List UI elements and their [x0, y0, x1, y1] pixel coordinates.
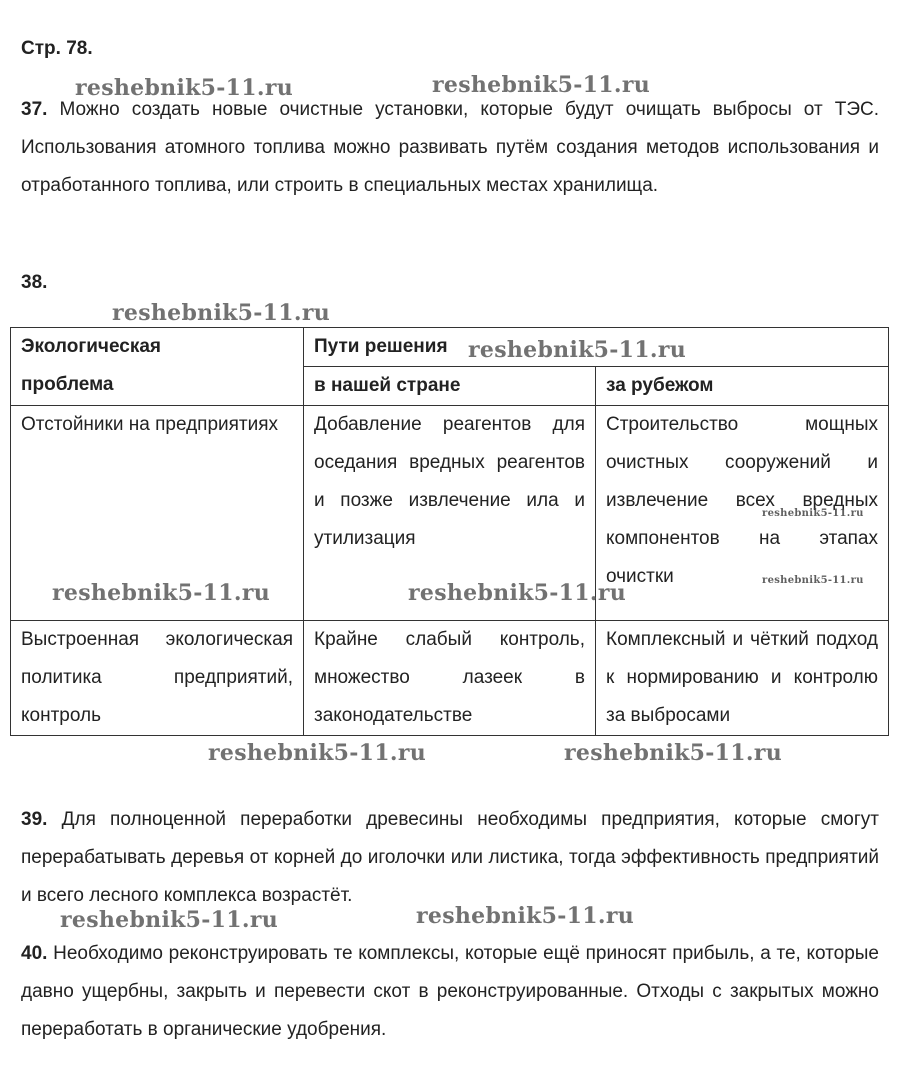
- watermark: reshebnik5-11.ru: [468, 337, 687, 363]
- watermark: reshebnik5-11.ru: [52, 580, 271, 606]
- table-row: [11, 621, 889, 736]
- header-abroad: за рубежом: [596, 367, 889, 406]
- answer-38-number: 38.: [21, 272, 48, 293]
- answer-37-number: 37.: [21, 99, 48, 120]
- watermark: reshebnik5-11.ru: [208, 740, 427, 766]
- answer-37-text: Можно создать новые очистные установки, которые будут очищать выбросы от ТЭС. Использования атомного топлива можно развивать путём создания методов использования и отработанного топлива, или строить в специальных местах хранилища.: [21, 99, 879, 196]
- table-header-row: [11, 328, 889, 367]
- row1-problem: Отстойники на предприятиях: [11, 406, 304, 621]
- header-solutions: Пути решения: [304, 328, 889, 367]
- row1-domestic: Добавление реагентов для оседания вредных реагентов и позже извлечение ила и утилизация: [304, 406, 596, 621]
- watermark: reshebnik5-11.ru: [75, 75, 294, 101]
- row2-problem: Выстроенная экологическая политика предприятий, контроль: [11, 621, 304, 736]
- page-heading: Стр. 78.: [21, 38, 93, 59]
- row1-abroad: Строительство мощных очистных сооружений и извлечение всех вредных компонентов на этапах очистки: [596, 406, 889, 621]
- watermark: reshebnik5-11.ru: [564, 740, 783, 766]
- row2-abroad: Комплексный и чёткий подход к нормированию и контролю за выбросами: [596, 621, 889, 736]
- answer-37: [21, 91, 879, 205]
- watermark: reshebnik5-11.ru: [60, 907, 279, 933]
- answer-39-number: 39.: [21, 809, 48, 830]
- watermark: reshebnik5-11.ru: [408, 580, 627, 606]
- header-problem-line1: Экологическая: [21, 336, 162, 357]
- watermark: reshebnik5-11.ru: [112, 300, 331, 326]
- header-domestic: в нашей стране: [304, 367, 596, 406]
- header-problem: [11, 328, 304, 406]
- watermark: reshebnik5-11.ru: [432, 72, 651, 98]
- header-problem-line2: проблема: [21, 374, 114, 395]
- answer-39-text: Для полноценной переработки древесины необходимы предприятия, которые смогут перерабатывать деревья от корней до иголочки или листика, тогда эффективность предприятий и всего лесного комплекса возрастёт.: [21, 809, 880, 906]
- answer-40-text: Необходимо реконструировать те комплексы, которые ещё приносят прибыль, а те, которые давно ущербны, закрыть и перевести скот в реконструированные. Отходы с закрытых можно переработать в органические удобрения.: [21, 943, 879, 1040]
- ecology-table: [10, 327, 889, 736]
- watermark: reshebnik5-11.ru: [762, 508, 864, 519]
- watermark: reshebnik5-11.ru: [762, 575, 864, 586]
- answer-40: [21, 935, 879, 1049]
- answer-40-number: 40.: [21, 943, 48, 964]
- row2-domestic: Крайне слабый контроль, множество лазеек в законодательстве: [304, 621, 596, 736]
- watermark: reshebnik5-11.ru: [416, 903, 635, 929]
- answer-39: [21, 801, 879, 915]
